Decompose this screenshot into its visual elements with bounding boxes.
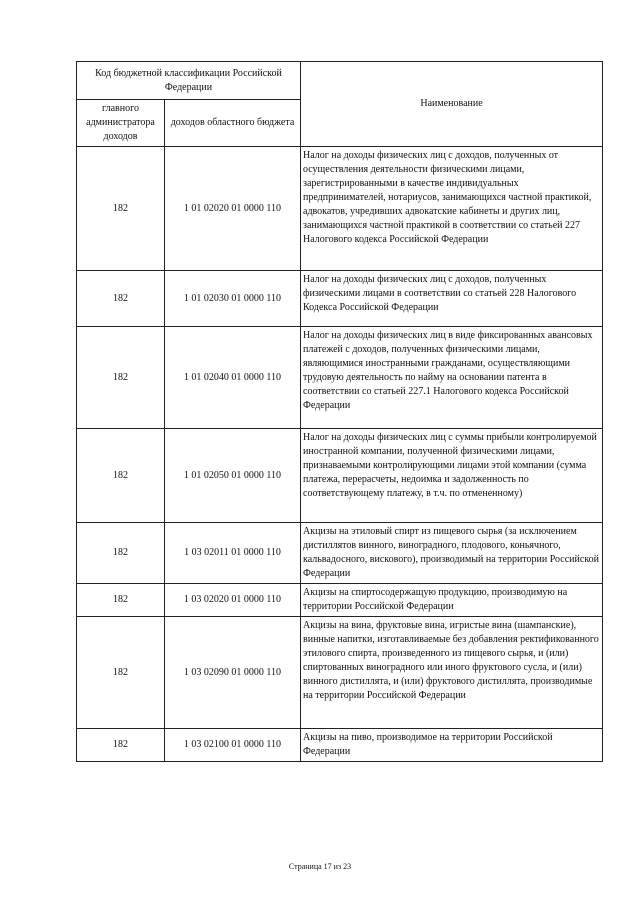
income-name-cell: Акцизы на вина, фруктовые вина, игристые вина (шампанские), винные напитки, изготавливаемые без добавления ректификованного этилового спирта, произведенного из пищевого сырья, и (или) спиртованных виноградного или иного фруктового сусла, и (или) винного дистиллята, и (или) фруктового дистиллята, производимые на территории Российской Федерации (301, 617, 603, 729)
header-budget-code: доходов областного бюджета (165, 100, 301, 147)
budget-code-cell: 1 03 02020 01 0000 110 (165, 584, 301, 617)
budget-code-cell: 1 03 02100 01 0000 110 (165, 729, 301, 762)
income-name-cell: Налог на доходы физических лиц с доходов, полученных от осуществления деятельности физическими лицами, зарегистрированными в качестве индивидуальных предпринимателей, нотариусов, занимающихся частной практикой, адвокатов, учредивших адвокатские кабинеты и других лиц, занимающихся частной практикой в соответствии со статьей 227 Налогового кодекса Российской Федерации (301, 147, 603, 271)
admin-code-cell: 182 (77, 523, 165, 584)
income-name-cell: Налог на доходы физических лиц с доходов, полученных физическими лицами в соответствии со статьей 228 Налогового Кодекса Российской Федерации (301, 271, 603, 327)
income-name-cell: Акцизы на этиловый спирт из пищевого сырья (за исключением дистиллятов винного, виноградного, плодового, коньячного, кальвадосного, вискового), производимый на территории Российской Федерации (301, 523, 603, 584)
income-name-cell: Налог на доходы физических лиц с суммы прибыли контролируемой иностранной компании, полученной физическими лицами, признаваемыми контролирующими лицами этой компании (сумма платежа, перерасчеты, недоимка и задолженность по соответствующему платежу, в т.ч. по отмененному) (301, 429, 603, 523)
admin-code-cell: 182 (77, 584, 165, 617)
budget-code-cell: 1 01 02020 01 0000 110 (165, 147, 301, 271)
page-number: Страница 17 из 23 (288, 862, 352, 871)
budget-code-cell: 1 01 02030 01 0000 110 (165, 271, 301, 327)
admin-code-cell: 182 (77, 271, 165, 327)
table-row (77, 523, 603, 584)
header-name: Наименование (301, 62, 603, 147)
header-admin-code: главного администратора доходов (77, 100, 165, 147)
budget-classification-table (76, 61, 603, 762)
admin-code-cell: 182 (77, 429, 165, 523)
income-name-cell: Налог на доходы физических лиц в виде фиксированных авансовых платежей с доходов, полученных физическими лицами, являющимися иностранными гражданами, осуществляющими трудовую деятельность по найму на основании патента в соответствии со статьей 227.1 Налогового кодекса Российской Федерации (301, 327, 603, 429)
budget-code-cell: 1 01 02050 01 0000 110 (165, 429, 301, 523)
budget-code-cell: 1 01 02040 01 0000 110 (165, 327, 301, 429)
admin-code-cell: 182 (77, 729, 165, 762)
admin-code-cell: 182 (77, 147, 165, 271)
income-name-cell: Акцизы на спиртосодержащую продукцию, производимую на территории Российской Федерации (301, 584, 603, 617)
table-row (77, 617, 603, 729)
admin-code-cell: 182 (77, 617, 165, 729)
income-name-cell: Акцизы на пиво, производимое на территории Российской Федерации (301, 729, 603, 762)
table-row (77, 584, 603, 617)
table-row (77, 729, 603, 762)
budget-code-cell: 1 03 02090 01 0000 110 (165, 617, 301, 729)
header-classification-code: Код бюджетной классификации Российской Федерации (77, 62, 301, 100)
budget-code-cell: 1 03 02011 01 0000 110 (165, 523, 301, 584)
table-row (77, 429, 603, 523)
admin-code-cell: 182 (77, 327, 165, 429)
table-row (77, 327, 603, 429)
table-row (77, 147, 603, 271)
table-row (77, 271, 603, 327)
